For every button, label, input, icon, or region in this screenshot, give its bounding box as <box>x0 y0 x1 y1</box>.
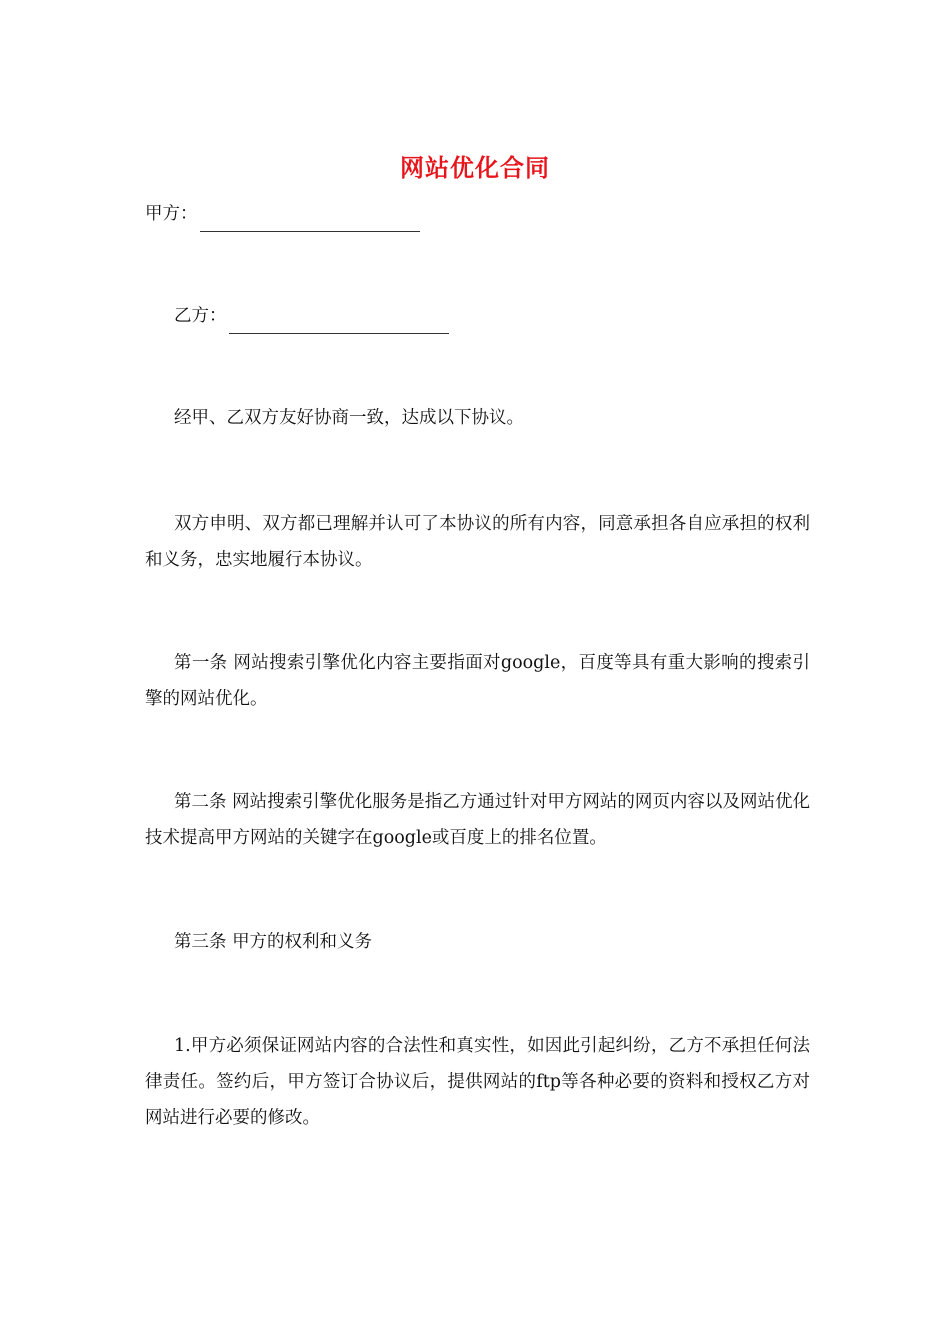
contract-title: 网站优化合同 <box>400 153 550 182</box>
party-b-blank-line <box>229 311 449 334</box>
party-b-field <box>145 298 810 334</box>
party-a-label: 甲方： <box>145 204 198 224</box>
paragraph-agreement: 经甲、乙双方友好协商一致，达成以下协议。 <box>174 408 524 428</box>
paragraph-article-2: 第二条 网站搜索引擎优化服务是指乙方通过针对甲方网站的网页内容以及网站优化技术提高甲方网站的关键字在google或百度上的排名位置。 <box>145 792 810 848</box>
party-b-label: 乙方： <box>174 306 227 326</box>
paragraph-declaration: 双方申明、双方都已理解并认可了本协议的所有内容，同意承担各自应承担的权利和义务，忠实地履行本协议。 <box>145 514 810 570</box>
paragraph-article-1: 第一条 网站搜索引擎优化内容主要指面对google，百度等具有重大影响的搜索引擎的网站优化。 <box>145 653 810 709</box>
paragraph-article-3-heading: 第三条 甲方的权利和义务 <box>174 932 373 952</box>
paragraph-article-3-item-1: 1.甲方必须保证网站内容的合法性和真实性，如因此引起纠纷，乙方不承担任何法律责任。签约后，甲方签订合协议后，提供网站的ftp等各种必要的资料和授权乙方对网站进行必要的修改。 <box>145 1036 810 1128</box>
party-a-field <box>145 196 810 232</box>
party-a-blank-line <box>200 209 420 232</box>
